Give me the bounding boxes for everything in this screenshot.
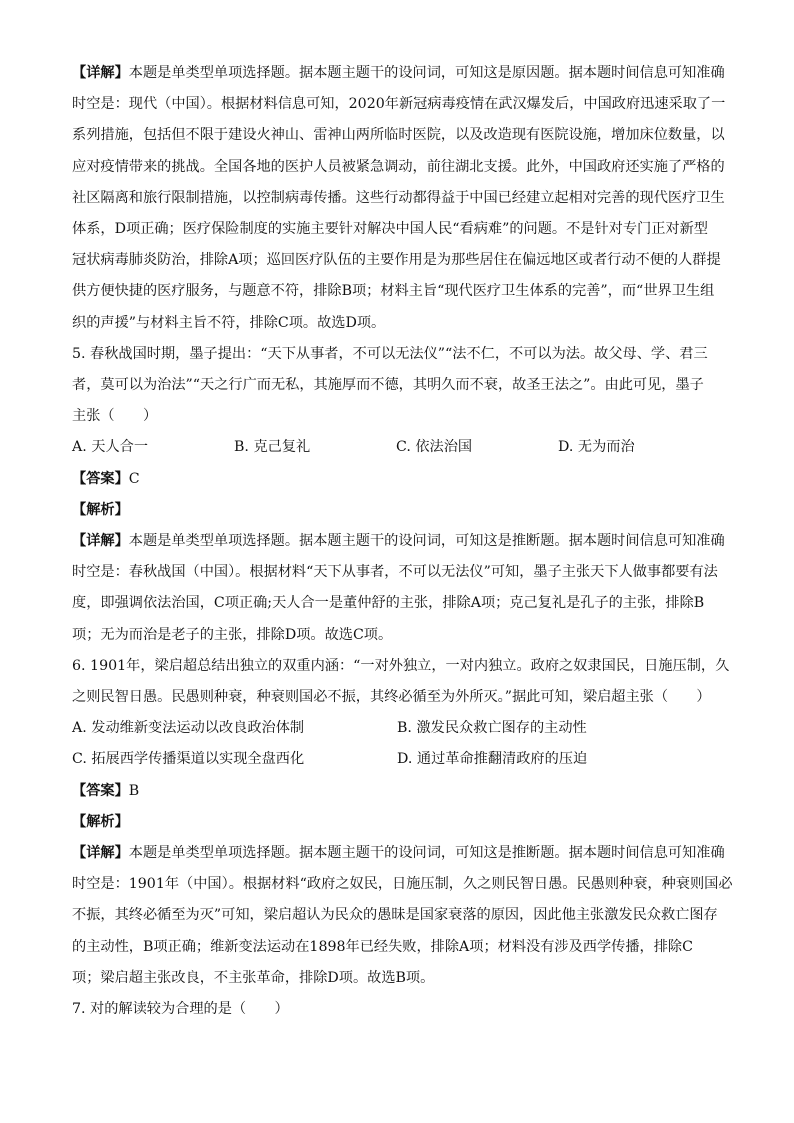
q6-option-b: B. 激发民众救亡图存的主动性 — [397, 720, 587, 737]
q6-detail — [72, 838, 733, 994]
q5-stem-line: 5. 春秋战国时期，墨子提出：“天下从事者，不可以无法仪”“法不仁，不可以为法。故父母、学、君三 — [72, 345, 708, 362]
q6-option-d: D. 通过革命推翻清政府的压迫 — [397, 751, 588, 768]
q4-detail-line: 时空是：现代（中国）。根据材料信息可知，2020年新冠病毒疫情在武汉爆发后，中国政府迅速采取了一 — [72, 96, 726, 113]
q7-stem — [72, 994, 722, 1025]
q5-option-d: D. 无为而治 — [558, 439, 635, 456]
q5-detail-line: 时空是：春秋战国（中国）。根据材料“天下从事者，不可以无法仪”可知，墨子主张天下人做事都要有法 — [72, 564, 718, 581]
q6-stem — [72, 651, 730, 713]
q4-detail-line: 供方便快捷的医疗服务，与题意不符，排除B项；材料主旨“现代医疗卫生体系的完善”，而“世界卫生组 — [72, 283, 715, 300]
q5-detail-text: 本题是单类型单项选择题。据本题主题干的设问词，可知这是推断题。据本题时间信息可知准确 — [128, 533, 725, 550]
document-page — [72, 58, 733, 1025]
q5-option-a: A. 天人合一 — [72, 439, 149, 456]
detail-tag: 【详解】 — [72, 65, 129, 81]
jiexi-tag: 【解析】 — [72, 813, 129, 830]
q6-detail-line — [72, 838, 725, 869]
q6-detail-line: 时空是：1901年（中国）。根据材料“政府之奴民，日施压制，久之则民智日愚。民愚则种衰，种衰则国必 — [72, 876, 733, 893]
detail-tag: 【详解】 — [72, 845, 129, 862]
q5-jiexi — [72, 495, 722, 526]
q6-stem-line: 之则民智日愚。民愚则种衰，种衰则国必不振，其终必循至为外所灭。”据此可知，梁启超主张（ ） — [72, 689, 711, 706]
answer-value: C — [128, 470, 140, 487]
q5-detail-line — [72, 526, 725, 557]
q4-detail-line — [72, 58, 725, 89]
q4-detail-line: 应对疫情带来的挑战。全国各地的医护人员被紧急调动，前往湖北支援。此外，中国政府还实施了严格的 — [72, 158, 725, 175]
q4-detail-line: 系列措施，包括但不限于建设火神山、雷神山两所临时医院，以及改造现有医院设施，增加床位数量，以 — [72, 127, 725, 144]
answer-tag: 【答案】 — [72, 470, 129, 487]
q4-detail-line: 织的声援”与材料主旨不符，排除C项。故选D项。 — [72, 314, 386, 331]
q5-detail-line: 度，即强调依法治国，C项正确;天人合一是董仲舒的主张，排除A项；克己复礼是孔子的主张，排除B — [72, 595, 705, 612]
answer-value: B — [128, 782, 140, 799]
q6-jiexi — [72, 807, 722, 838]
q5-stem-line: 主张（ ） — [72, 408, 158, 425]
q4-detail — [72, 58, 726, 339]
q6-stem-line: 6. 1901年，梁启超总结出独立的双重内涵：“一对外独立，一对内独立。政府之奴隶国民，日施压制，久 — [72, 657, 730, 674]
q6-detail-line: 项；梁启超主张改良，不主张革命，排除D项。故选B项。 — [72, 969, 435, 986]
q4-detail-line: 社区隔离和旅行限制措施，以控制病毒传播。这些行动都得益于中国已经建立起相对完善的现代医疗卫生 — [72, 189, 725, 206]
jiexi-tag: 【解析】 — [72, 501, 129, 518]
q4-detail-line: 体系，D项正确；医疗保险制度的实施主要针对解决中国人民“看病难”的问题。不是针对专门正对新型 — [72, 221, 708, 238]
q6-option-a: A. 发动维新变法运动以改良政治体制 — [72, 720, 305, 737]
q5-option-b: B. 克己复礼 — [234, 439, 311, 456]
q6-options-row1 — [72, 713, 722, 744]
q5-stem-line: 者，莫可以为治法”“天之行广而无私，其施厚而不德，其明久而不衰，故圣王法之”。由此可见，墨子 — [72, 377, 704, 394]
q5-stem — [72, 339, 722, 433]
q6-answer — [72, 776, 722, 807]
q5-options — [72, 432, 722, 463]
q5-detail — [72, 526, 725, 651]
q7-stem-line: 7. 对的解读较为合理的是（ ） — [72, 1001, 289, 1018]
q6-option-c: C. 拓展西学传播渠道以实现全盘西化 — [72, 751, 305, 768]
q4-detail-line: 冠状病毒肺炎防治，排除A项；巡回医疗队伍的主要作用是为那些居住在偏远地区或者行动不便的人群提 — [72, 252, 721, 269]
answer-tag: 【答案】 — [72, 782, 129, 799]
q6-detail-line: 的主动性，B项正确；维新变法运动在1898年已经失败，排除A项；材料没有涉及西学传播，排除C — [72, 938, 693, 955]
q4-detail-text: 本题是单类型单项选择题。据本题主题干的设问词，可知这是原因题。据本题时间信息可知准确 — [128, 65, 725, 81]
q6-detail-text: 本题是单类型单项选择题。据本题主题干的设问词，可知这是推断题。据本题时间信息可知准确 — [128, 845, 725, 862]
q5-detail-line: 项；无为而治是老子的主张，排除D项。故选C项。 — [72, 626, 393, 643]
q5-answer — [72, 464, 722, 495]
detail-tag: 【详解】 — [72, 533, 129, 550]
q5-option-c: C. 依法治国 — [396, 439, 473, 456]
q6-detail-line: 不振，其终必循至为灭”可知，梁启超认为民众的愚昧是国家衰落的原因，因此他主张激发民众救亡图存 — [72, 907, 718, 924]
q6-options-row2 — [72, 744, 722, 775]
